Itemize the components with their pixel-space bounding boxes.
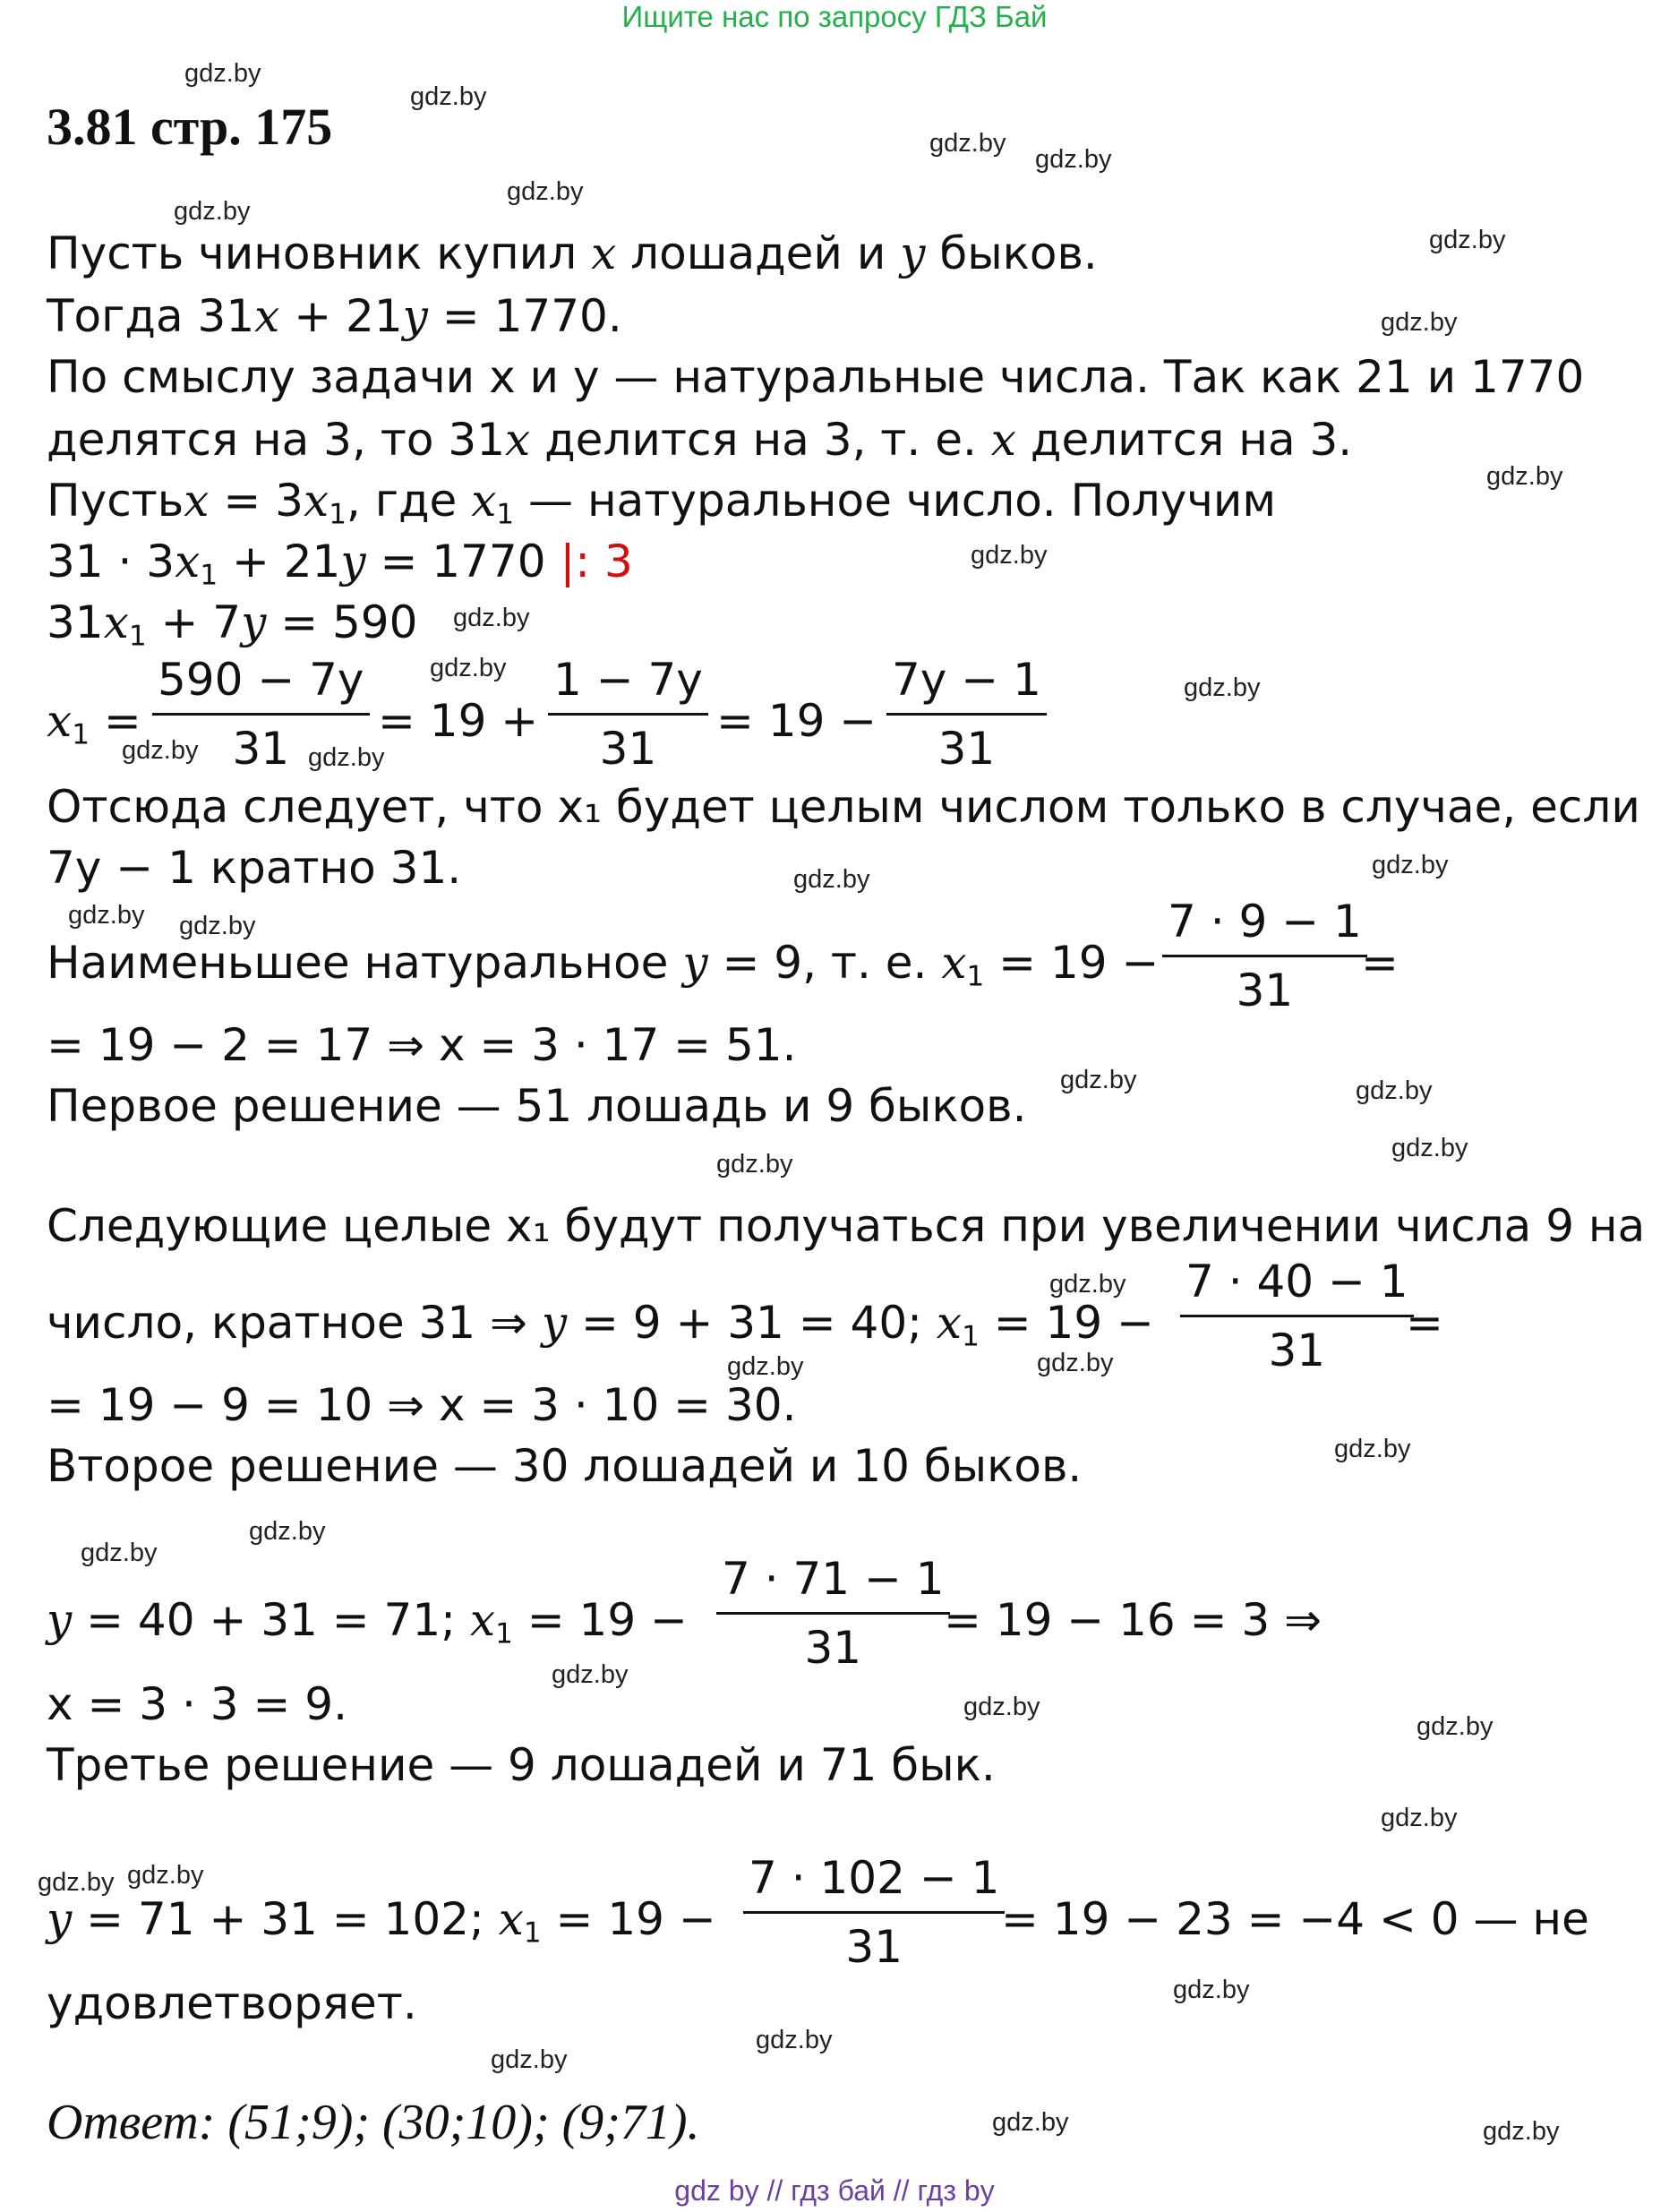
watermark: gdz.by <box>716 1150 793 1179</box>
watermark: gdz.by <box>179 912 256 940</box>
equation-line-7: $31x_1 + 7y = 590$ <box>47 596 418 653</box>
text-line-14: Следующие целые x₁ будут получаться при увеличении числа 9 на <box>47 1200 1646 1252</box>
watermark: gdz.by <box>1035 145 1112 174</box>
watermark: gdz.by <box>1184 673 1261 702</box>
watermark: gdz.by <box>1391 1134 1468 1162</box>
text-line-19: x = 3 · 3 = 9. <box>47 1678 347 1730</box>
text-line-18: y = 40 + 31 = 71; $x_1 = 19$ − <box>47 1594 688 1650</box>
text-line-20: Третье решение — 9 лошадей и 71 бык. <box>47 1739 996 1791</box>
watermark: gdz.by <box>1334 1435 1411 1463</box>
watermark: gdz.by <box>184 59 261 88</box>
text-line-13: Первое решение — 51 лошадь и 9 быков. <box>47 1080 1027 1132</box>
text-line-1: Пусть чиновник купил x лошадей и y быков. <box>47 227 1098 279</box>
watermark: gdz.by <box>1049 1270 1126 1299</box>
fraction-7: $\frac{7 \cdot 102 - 1}{31}$ <box>743 1852 1005 1973</box>
text-line-4: делятся на 3, то 31x делится на 3, т. е. x делится на 3. <box>47 414 1353 466</box>
watermark: gdz.by <box>1372 851 1449 879</box>
watermark: gdz.by <box>410 82 487 111</box>
watermark: gdz.by <box>1417 1712 1494 1741</box>
watermark: gdz.by <box>793 865 870 894</box>
watermark: gdz.by <box>1381 308 1458 337</box>
watermark: gdz.by <box>308 743 385 772</box>
watermark: gdz.by <box>127 1861 204 1890</box>
text-line-3: По смыслу задачи x и y — натуральные числа. Так как 21 и 1770 <box>47 351 1585 403</box>
equation-line-8-lhs: $x_1$ = <box>47 695 141 751</box>
equation-line-8-mid2: = 19 − <box>716 695 877 747</box>
watermark: gdz.by <box>1037 1349 1114 1377</box>
text-line-21: y = 71 + 31 = 102; $x_1 = 19$ − <box>47 1893 716 1950</box>
watermark: gdz.by <box>507 177 584 206</box>
equation-line-8-mid1: = 19 + <box>378 695 539 747</box>
watermark: gdz.by <box>122 736 199 765</box>
top-banner[interactable]: Ищите нас по запросу ГДЗ Бай <box>621 0 1048 33</box>
text-line-9: Отсюда следует, что x₁ будет целым числом только в случае, если <box>47 781 1640 833</box>
watermark: gdz.by <box>249 1517 326 1546</box>
answer-line: Ответ: (51;9); (30;10); (9;71). <box>47 2095 700 2150</box>
text-line-11: Наименьшее натуральное y = 9, т. е. $x_1 = 19$ − <box>47 937 1160 993</box>
watermark: gdz.by <box>491 2045 568 2074</box>
watermark: gdz.by <box>453 604 530 632</box>
equals-sign: = <box>1361 937 1399 989</box>
watermark: gdz.by <box>1381 1804 1458 1832</box>
equals-sign-2: = <box>1406 1297 1443 1349</box>
text-line-12: = 19 − 2 = 17 ⇒ x = 3 · 17 = 51. <box>47 1019 797 1071</box>
watermark: gdz.by <box>1060 1066 1137 1094</box>
watermark: gdz.by <box>971 541 1048 570</box>
watermark: gdz.by <box>929 129 1006 158</box>
watermark: gdz.by <box>174 197 251 226</box>
text-line-5: Пустьx = $3x_1$, где $x_1$ — натуральное число. Получим <box>47 475 1277 531</box>
fraction-5: $\frac{7 \cdot 40 - 1}{31}$ <box>1180 1256 1414 1376</box>
watermark: gdz.by <box>68 901 145 930</box>
watermark: gdz.by <box>38 1868 115 1897</box>
watermark: gdz.by <box>552 1660 629 1689</box>
fraction-6: $\frac{7 \cdot 71 - 1}{31}$ <box>716 1553 950 1674</box>
fraction-4: $\frac{7 \cdot 9 - 1}{31}$ <box>1162 896 1367 1016</box>
text-line-22: удовлетворяет. <box>47 1977 417 2029</box>
fraction-3: $\frac{7y - 1}{31}$ <box>886 654 1047 775</box>
text-line-17: Второе решение — 30 лошадей и 10 быков. <box>47 1440 1083 1492</box>
watermark: gdz.by <box>992 2108 1069 2137</box>
watermark: gdz.by <box>1486 462 1563 491</box>
equation-line-6: $31 \cdot 3x_1 + 21y = 1770$ |: 3 <box>47 536 633 592</box>
footer-links[interactable]: gdz by // гдз бай // гдз by <box>674 2174 995 2207</box>
fraction-1: $\frac{590 - 7y}{31}$ <box>152 654 370 775</box>
text-line-18-end: = 19 − 16 = 3 ⇒ <box>944 1594 1322 1646</box>
page-title: 3.81 стр. 175 <box>47 98 333 156</box>
watermark: gdz.by <box>1356 1076 1433 1105</box>
text-line-10: 7y − 1 кратно 31. <box>47 842 462 894</box>
watermark: gdz.by <box>1483 2117 1560 2146</box>
text-line-15: число, кратное 31 ⇒ y = 9 + 31 = 40; $x_1 = 19$ − <box>47 1297 1154 1353</box>
watermark: gdz.by <box>1429 226 1506 254</box>
text-line-16: = 19 − 9 = 10 ⇒ x = 3 · 10 = 30. <box>47 1379 797 1431</box>
watermark: gdz.by <box>1173 1976 1250 2004</box>
watermark: gdz.by <box>963 1693 1040 1721</box>
text-line-21-end: = 19 − 23 = −4 < 0 — не <box>1001 1893 1589 1945</box>
watermark: gdz.by <box>727 1352 804 1381</box>
fraction-2: $\frac{1 - 7y}{31}$ <box>548 654 708 775</box>
divide-marker: |: 3 <box>560 536 633 587</box>
watermark: gdz.by <box>430 654 507 682</box>
text-line-2: Тогда 31x + 21y = 1770. <box>47 290 622 342</box>
watermark: gdz.by <box>81 1539 158 1567</box>
watermark: gdz.by <box>756 2026 833 2054</box>
